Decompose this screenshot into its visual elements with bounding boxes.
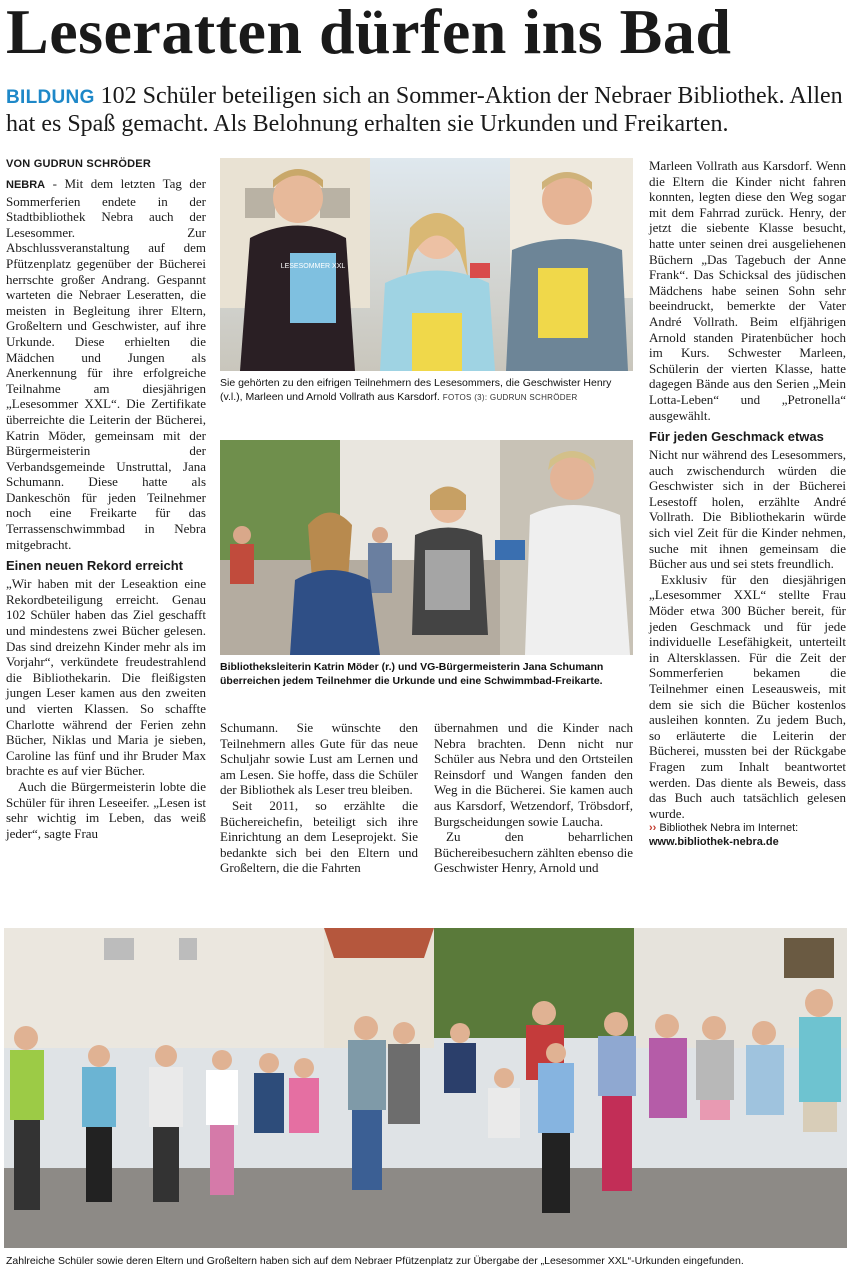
column-1 (6, 176, 206, 896)
subhead-geschmack: Für jeden Geschmack etwas (649, 429, 824, 445)
caption-bottom-photo: Zahlreiche Schüler sowie deren Eltern und Großeltern haben sich auf dem Nebraer Pfützenplatz zur Übergabe der „Lesesommer XXL“-Urkunden eingefunden. (6, 1255, 744, 1267)
dateline: NEBRA (6, 179, 46, 191)
col3-paragraph-1: übernahmen und die Kinder nach Nebra brachten. Denn nicht nur Schüler aus Nebra und den Ortsteilen Reinsdorf und Wangen fanden den Weg in die Bücherei. Sie kamen auch aus Karsdorf, Wetzendorf, Tröbsdorf, Burgscheidungen sowie Laucha. (434, 720, 633, 829)
byline: VON GUDRUN SCHRÖDER (6, 158, 151, 170)
link-arrows: ›› (649, 822, 657, 835)
caption-middle-photo: Bibliotheksleiterin Katrin Möder (r.) und VG-Bürgermeisterin Jana Schumann überreichen jedem Teilnehmer die Urkunde und eine Schwimmbad-Freikarte. (220, 661, 604, 687)
col4-paragraph-1: Marleen Vollrath aus Karsdorf. Wenn die Eltern die Kinder nicht fahren konnten, legten diese den Weg sogar mit dem Fahrrad zurück. Henry, der jetzt die siebente Klasse besucht, hatte unter seinen drei ausgeliehenen Büchern „Das Tagebuch der Anne Frank“. Das Schicksal des jüdischen Mädchens habe seinen Sohn sehr beeindruckt, bemerkte der Vater André Vollrath. Beim elfjährigen Arnold standen Piratenbücher hoch im Kurs. Schwester Marleen, Schülerin der vierten Klasse, hatte dagegen Bände aus den Serien „Mein Lotta-Leben“ und „Petronella“ ausgewählt. (649, 158, 846, 423)
col1-paragraph-1: - Mit dem letzten Tag der Sommerferien endete in der Stadtbibliothek Nebra auch der Lesesommer. Zur Abschlussveranstaltung auf dem Pfützenplatz gegenüber der Bücherei herrschte großer Andrang. Gespannt warteten die Nebraer Leseratten, die meisten in Begleitung ihrer Eltern, Großeltern und Geschwister, auf ihre Urkunde. Diese erhielten die Mädchen und Jungen als Anerkennung für ihre erfolgreiche Teilnahme am diesjährigen „Lesesommer XXL“. Die Zertifikate überreichte die Leiterin der Bücherei, Katrin Möder, gemeinsam mit der Bürgermeisterin der Verbandsgemeinde Unstruttal, Jana Schumann. Diese hatte als Dankeschön für jeden Teilnehmer noch eine Freikarte für das Terrassenschwimmbad in Nebra mitgebracht. (6, 176, 206, 552)
kicker: BILDUNG (6, 87, 95, 108)
subhead-rekord: Einen neuen Rekord erreicht (6, 558, 183, 574)
web-link-url[interactable]: www.bibliothek-nebra.de (649, 836, 779, 849)
web-link-label (649, 821, 846, 835)
deck (6, 83, 846, 138)
photo-award-handover (220, 440, 633, 655)
col1-paragraph-3: Auch die Bürgermeisterin lobte die Schüler für ihren Leseeifer. „Lesen ist sehr wichtig im Leben, das weiß jeder“, sagte Frau (6, 778, 206, 841)
photo-credit: FOTOS (3): GUDRUN SCHRÖDER (442, 393, 578, 402)
col4-paragraph-3: Exklusiv für den diesjährigen „Lesesommer XXL“ stellte Frau Möder etwa 300 Bücher bereit, für jeden Geschmack und für jede individuelle Lesefähigkeit, unterteilt in Altersklassen. Für die Zeit der Sommerferien bekamen die Teilnehmer einen Leseausweis, mit dem sie sich die Bücher kostenlos ausleihen konnten. Zu jedem Buch, so erläuterte die Leiterin der Bücherei, mussten bei der Rückgabe Fragen zum Inhalt beantwortet werden. Das diente als Beweis, dass das Buch auch tatsächlich gelesen wurde. (649, 571, 846, 821)
link-label-text: Bibliothek Nebra im Internet: (659, 822, 799, 835)
col1-paragraph-2: „Wir haben mit der Leseaktion eine Rekordbeteiligung erreicht. Genau 102 Schüler haben das Ziel geschafft und mindestens zwei Bücher gelesen. Das sind dreizehn Kinder mehr als im Vorjahr“, verkündete freudestrahlend die Bibliothekarin. Die fleißigsten jungen Leser kamen aus den zweiten und vierten Klassen. So schaffte Charlotte während der Ferien zehn Bücher, Niklas und Maria je sieben, Caroline las fünf und ihr Bruder Max brachte es auf vier Bücher. (6, 576, 206, 779)
headline: Leseratten dürfen ins Bad (6, 0, 732, 67)
col2-paragraph-2: Seit 2011, so erzählte die Büchereichefin, beteiligt sich ihre Einrichtung an dem Leseprojekt. Sie bedankte sich bei den Eltern und Großeltern, die die Fahrten (220, 797, 418, 876)
caption-top-text: Sie gehörten zu den eifrigen Teilnehmern des Lesesommers, die Geschwister Henry (v.l.), Marleen und Arnold Vollrath aus Karsdorf. (220, 377, 612, 403)
column-4 (649, 158, 846, 851)
col4-paragraph-2: Nicht nur während des Lesesommers, auch zwischendurch würden die Geschwister sich in der Bücherei Lesestoff holen, erzählte André Vollrath. Die Bibliothekarin würde sich viel Zeit für die Kinder nehmen, suche mit ihnen gemeinsam die Bücher aus und sei stets freundlich. (649, 447, 846, 572)
book-cover-text: LESESOMMER XXL (280, 263, 346, 270)
column-2 (220, 720, 418, 876)
deck-text: 102 Schüler beteiligen sich an Sommer-Aktion der Nebraer Bibliothek. Allen hat es Spaß gemacht. Als Belohnung erhalten sie Urkunden und Freikarten. (6, 83, 843, 137)
column-3 (434, 720, 633, 876)
caption-top-photo (220, 376, 633, 405)
photo-siblings (220, 158, 633, 371)
col3-paragraph-2: Zu den beharrlichen Büchereibesuchern zählten ebenso die Geschwister Henry, Arnold und (434, 829, 633, 876)
col2-paragraph-1: Schumann. Sie wünschte den Teilnehmern alles Gute für das neue Schuljahr sowie Lust am Lernen und am Lesen. Sie hoffe, dass die Schüler der Bibliothek als Leser treu bleiben. (220, 720, 418, 798)
photo-group (4, 928, 847, 1248)
